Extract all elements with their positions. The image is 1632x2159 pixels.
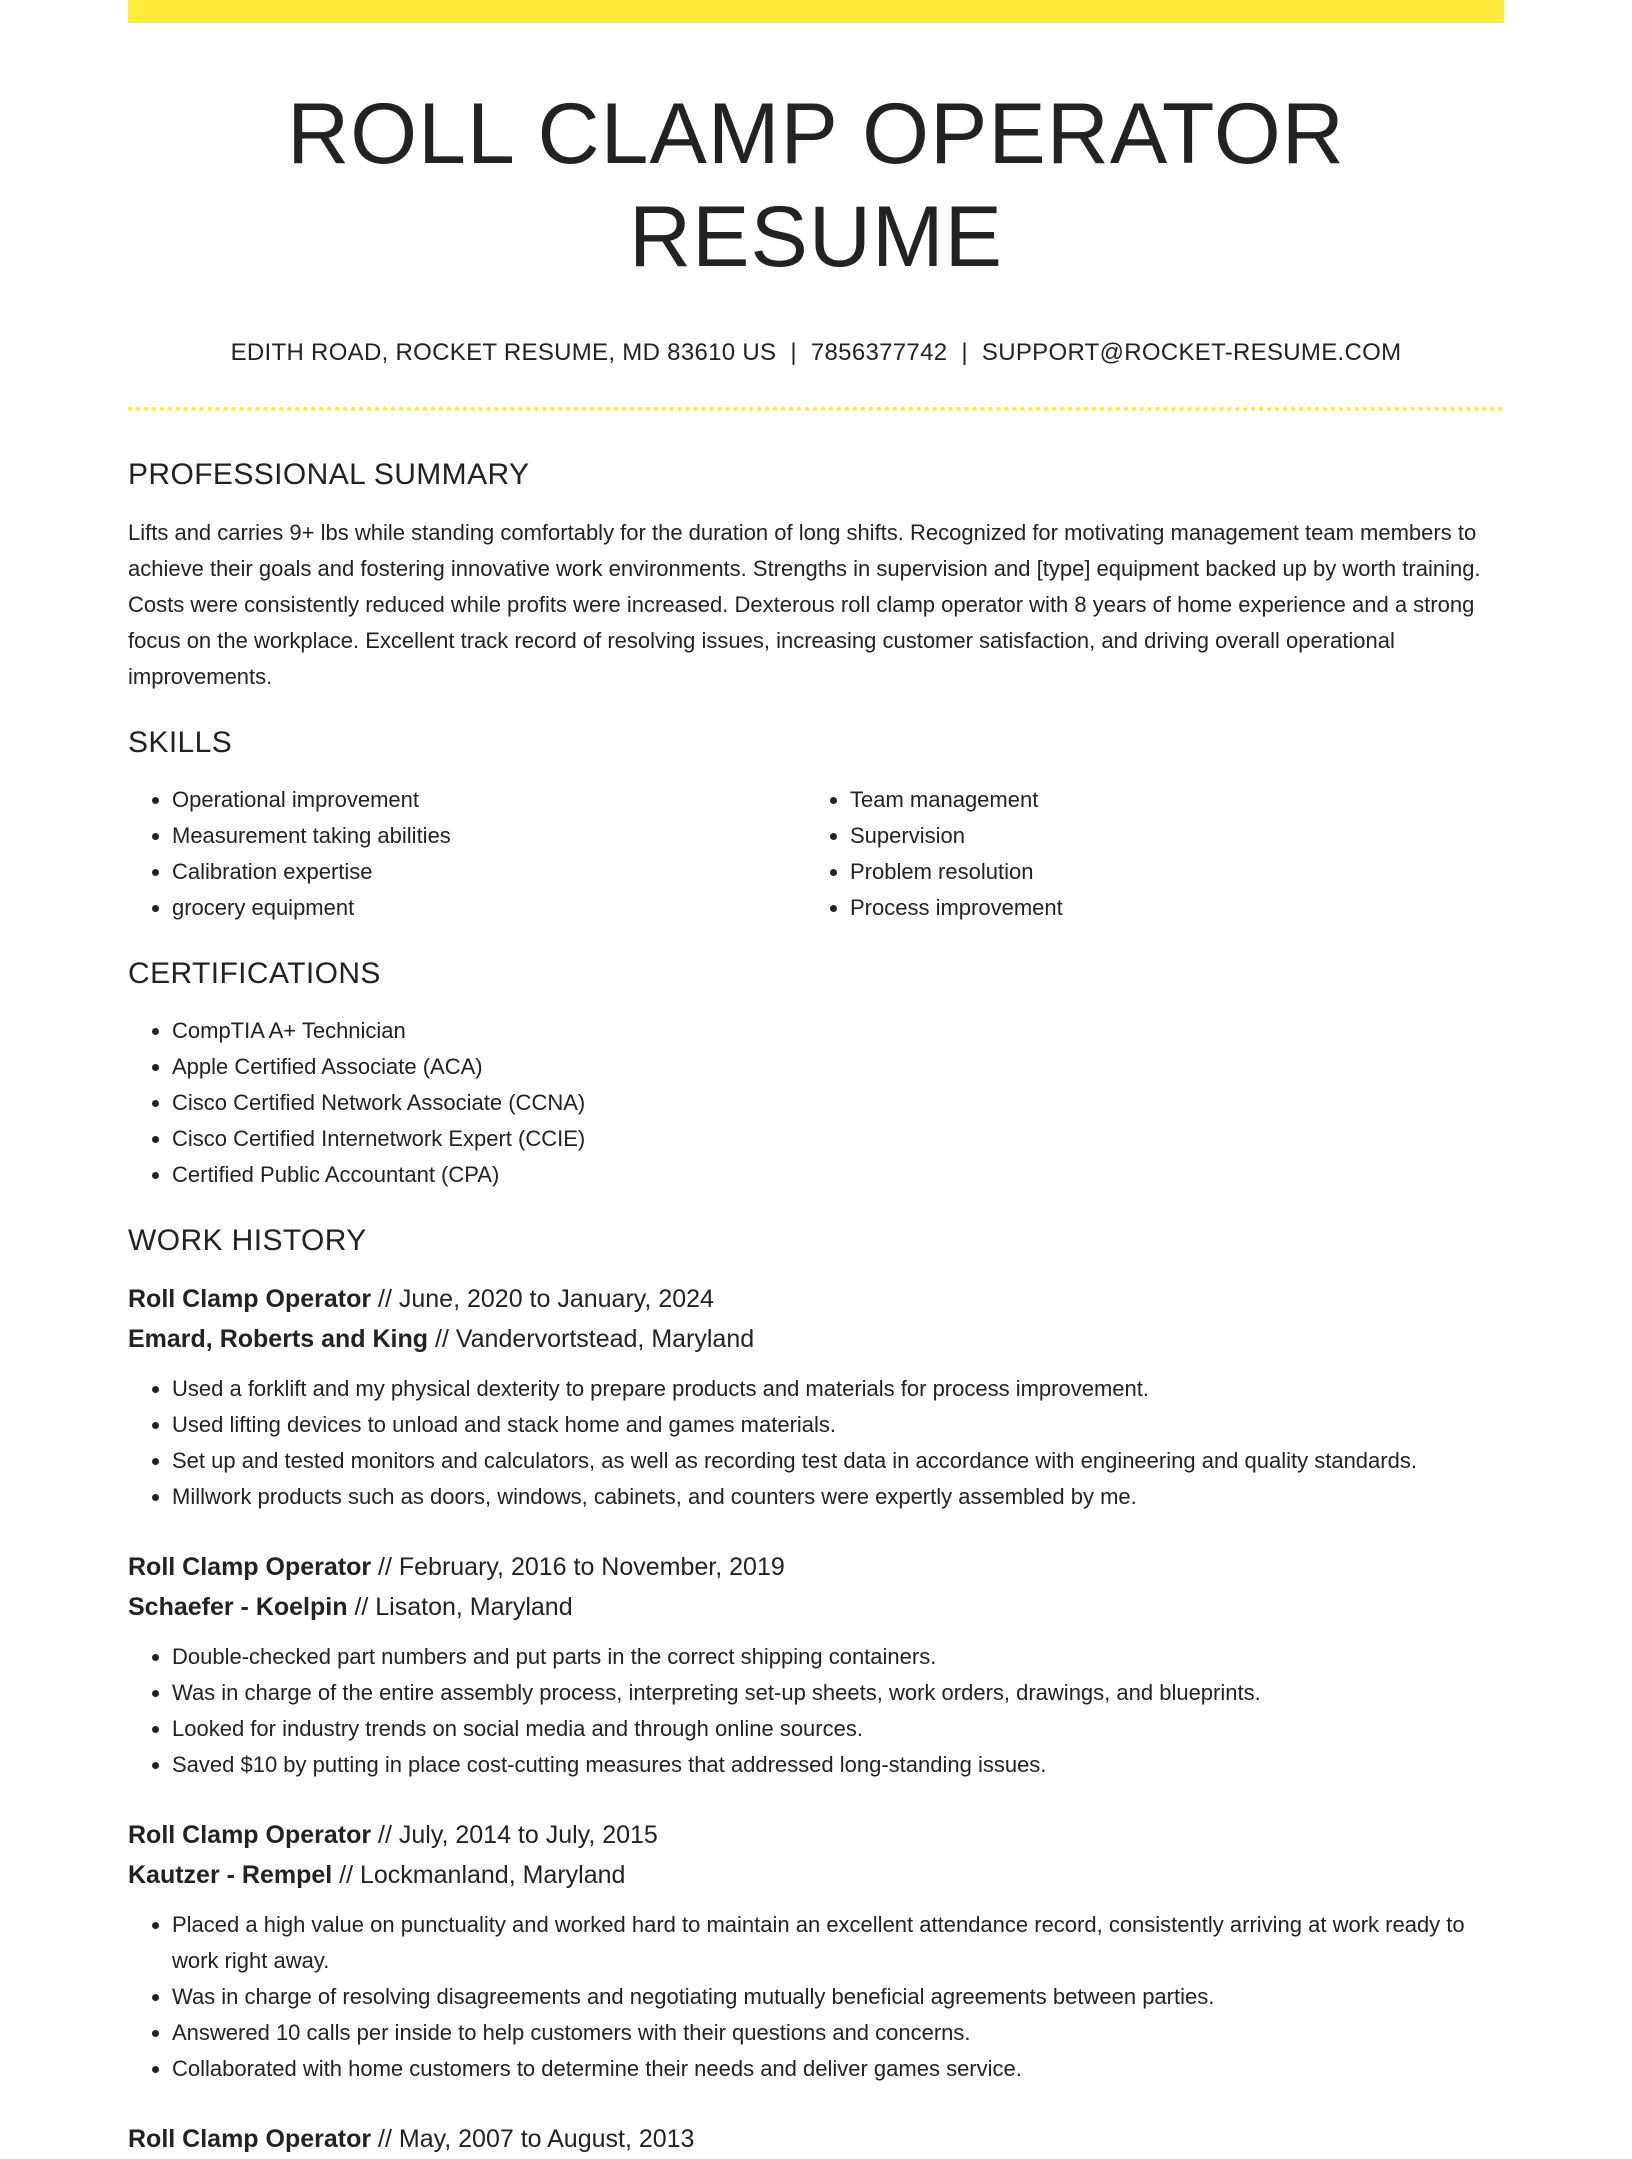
company-location: // Lockmanland, Maryland <box>332 1861 626 1890</box>
skill-item: • grocery equipment <box>172 890 806 926</box>
job-title-line <box>128 1279 1504 1319</box>
dotted-divider <box>128 407 1504 411</box>
skills-column-left <box>128 782 806 926</box>
job-dates: // June, 2020 to January, 2024 <box>371 1285 714 1314</box>
company-location: // Lisaton, Maryland <box>347 1593 573 1622</box>
job-bullet: • Was in charge of resolving disagreements and negotiating mutually beneficial agreements between parties. <box>172 1979 1504 2015</box>
job-bullet-list <box>128 1907 1504 2087</box>
job-title: Roll Clamp Operator <box>128 2125 372 2154</box>
job-bullet: • Placed a high value on punctuality and worked hard to maintain an excellent attendance record, consistently arriving at work ready to work right away. <box>172 1907 1504 1979</box>
company-name: Schaefer - Koelpin <box>128 1593 348 1622</box>
job-bullet: • Double-checked part numbers and put parts in the correct shipping containers. <box>172 1639 1504 1675</box>
skills-column-right <box>806 782 1484 926</box>
company-line <box>128 1319 1504 1359</box>
contact-line <box>128 339 1504 368</box>
job-title-line <box>128 1547 1504 1587</box>
resume-page <box>128 0 1504 2159</box>
skill-item: • Team management <box>850 782 1484 818</box>
skill-item: • Problem resolution <box>850 854 1484 890</box>
summary-text: Lifts and carries 9+ lbs while standing comfortably for the duration of long shifts. Recognized for motivating management team members to achieve their goals and fostering innovative work environments. Strengths in supervision and [type] equipment backed up by worth training. Costs were consistently reduced while profits were increased. Dexterous roll clamp operator with 8 years of home experience and a strong focus on the workplace. Excellent track record of resolving issues, increasing customer satisfaction, and driving overall operational improvements. <box>128 520 1481 690</box>
accent-top-bar <box>128 0 1504 23</box>
job-bullet: • Millwork products such as doors, windows, cabinets, and counters were expertly assembled by me. <box>172 1479 1504 1515</box>
certification-item: • CompTIA A+ Technician <box>172 1013 1504 1049</box>
company-name: Emard, Roberts and King <box>128 1325 429 1354</box>
job-bullet: • Set up and tested monitors and calculators, as well as recording test data in accordance with engineering and quality standards. <box>172 1443 1504 1479</box>
contact-separator: | <box>961 339 968 367</box>
company-location: // Vandervortstead, Maryland <box>428 1325 755 1354</box>
job-dates: // May, 2007 to August, 2013 <box>371 2125 695 2154</box>
certification-item: • Cisco Certified Internetwork Expert (CCIE) <box>172 1121 1504 1157</box>
certification-item: • Apple Certified Associate (ACA) <box>172 1049 1504 1085</box>
job-title: Roll Clamp Operator <box>128 1821 372 1850</box>
skill-item: • Measurement taking abilities <box>172 818 806 854</box>
job-title-line <box>128 2119 1504 2159</box>
contact-phone: 7856377742 <box>810 339 948 367</box>
job-bullet: • Answered 10 calls per inside to help customers with their questions and concerns. <box>172 2015 1504 2051</box>
certifications-heading: CERTIFICATIONS <box>128 957 381 991</box>
company-line <box>128 1855 1504 1895</box>
summary-heading: PROFESSIONAL SUMMARY <box>128 458 530 492</box>
certification-item: • Certified Public Accountant (CPA) <box>172 1157 1504 1193</box>
skills-grid <box>128 782 1504 926</box>
skills-list-right <box>806 782 1484 926</box>
job-bullet: • Saved $10 by putting in place cost-cutting measures that addressed long-standing issues. <box>172 1747 1504 1783</box>
contact-address: EDITH ROAD, ROCKET RESUME, MD 83610 US <box>230 339 777 367</box>
contact-email: SUPPORT@ROCKET-RESUME.COM <box>981 339 1402 367</box>
job-bullet: • Was in charge of the entire assembly process, interpreting set-up sheets, work orders, drawings, and blueprints. <box>172 1675 1504 1711</box>
job-dates: // February, 2016 to November, 2019 <box>371 1553 785 1582</box>
job-entry <box>128 1279 1504 1515</box>
job-entry <box>128 2119 1504 2159</box>
skill-item: • Calibration expertise <box>172 854 806 890</box>
job-title: Roll Clamp Operator <box>128 1285 372 1314</box>
job-bullet-list <box>128 1371 1504 1515</box>
job-title-line <box>128 1815 1504 1855</box>
skill-item: • Operational improvement <box>172 782 806 818</box>
company-name: Kautzer - Rempel <box>128 1861 333 1890</box>
job-bullet: • Looked for industry trends on social media and through online sources. <box>172 1711 1504 1747</box>
job-bullet: • Collaborated with home customers to determine their needs and deliver games service. <box>172 2051 1504 2087</box>
job-bullet: • Used a forklift and my physical dexterity to prepare products and materials for process improvement. <box>172 1371 1504 1407</box>
company-line <box>128 1587 1504 1627</box>
job-entry <box>128 1547 1504 1783</box>
resume-title: ROLL CLAMP OPERATOR RESUME <box>287 86 1345 286</box>
skills-heading: SKILLS <box>128 726 233 760</box>
skills-list-left <box>128 782 806 926</box>
job-title: Roll Clamp Operator <box>128 1553 372 1582</box>
work-history-heading: WORK HISTORY <box>128 1224 367 1258</box>
job-entry <box>128 1815 1504 2087</box>
job-bullet-list <box>128 1639 1504 1783</box>
job-bullet: • Used lifting devices to unload and stack home and games materials. <box>172 1407 1504 1443</box>
certification-item: • Cisco Certified Network Associate (CCNA) <box>172 1085 1504 1121</box>
contact-separator: | <box>790 339 797 367</box>
job-dates: // July, 2014 to July, 2015 <box>371 1821 658 1850</box>
skill-item: • Process improvement <box>850 890 1484 926</box>
certifications-list <box>128 1013 1504 1193</box>
skill-item: • Supervision <box>850 818 1484 854</box>
